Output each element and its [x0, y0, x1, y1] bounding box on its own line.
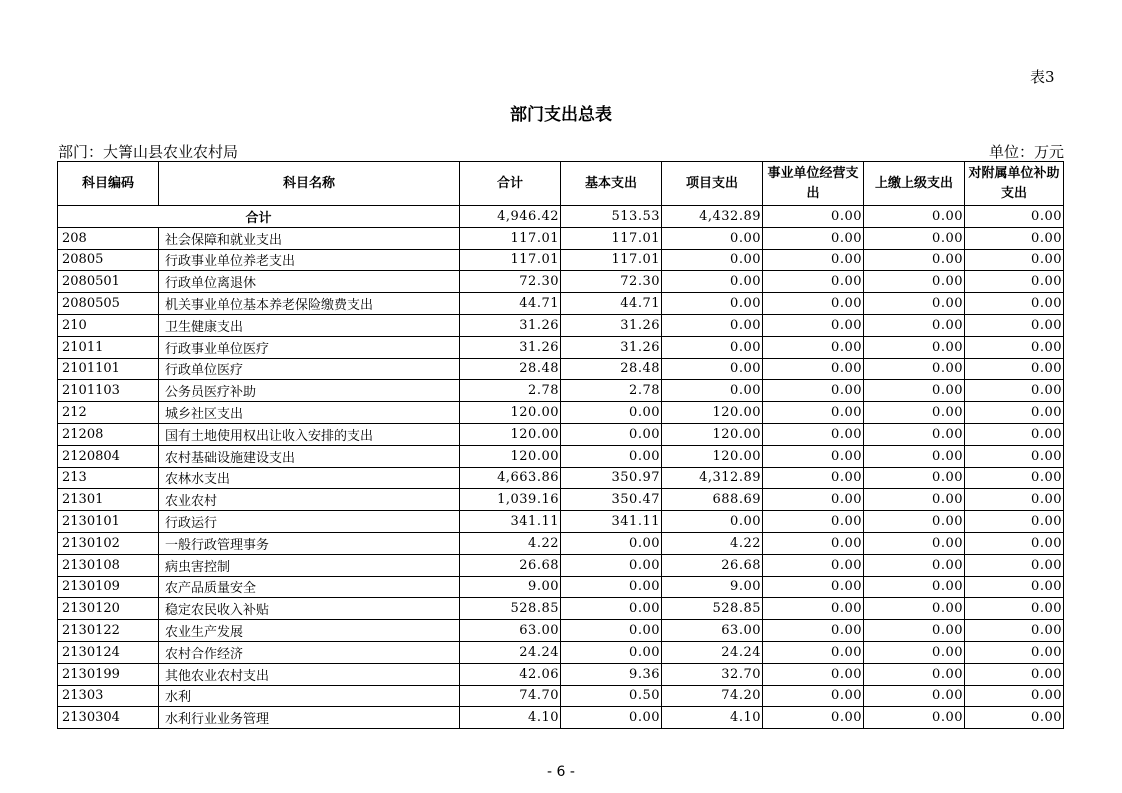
amount-cell: 4,312.89	[662, 467, 763, 489]
table-row	[58, 249, 1064, 271]
table-row	[58, 641, 1064, 663]
amount-cell: 0.00	[965, 445, 1064, 467]
subject-code-cell: 2130122	[58, 620, 159, 642]
expenditure-table	[57, 161, 1064, 729]
amount-cell: 528.85	[460, 598, 561, 620]
amount-cell: 0.00	[662, 358, 763, 380]
table-row	[58, 314, 1064, 336]
amount-cell: 9.00	[662, 576, 763, 598]
amount-cell: 0.00	[763, 402, 864, 424]
amount-cell: 31.26	[561, 336, 662, 358]
table-row	[58, 489, 1064, 511]
amount-cell: 63.00	[460, 620, 561, 642]
amount-cell: 0.00	[662, 227, 763, 249]
amount-cell: 0.00	[763, 663, 864, 685]
amount-cell: 0.00	[662, 293, 763, 315]
amount-cell: 0.00	[864, 402, 965, 424]
amount-cell: 0.00	[763, 293, 864, 315]
amount-cell: 9.00	[460, 576, 561, 598]
amount-cell: 0.00	[864, 554, 965, 576]
subject-code-cell: 208	[58, 227, 159, 249]
table-row	[58, 685, 1064, 707]
amount-cell: 72.30	[561, 271, 662, 293]
amount-cell: 117.01	[460, 227, 561, 249]
subject-name-cell: 病虫害控制	[159, 554, 460, 576]
column-header-superior: 上缴上级支出	[864, 162, 965, 206]
amount-cell: 0.00	[864, 445, 965, 467]
amount-cell: 0.00	[864, 314, 965, 336]
amount-cell: 0.00	[561, 707, 662, 729]
amount-cell: 0.00	[965, 598, 1064, 620]
amount-cell: 0.00	[864, 293, 965, 315]
column-header-code: 科目编码	[58, 162, 159, 206]
amount-cell: 120.00	[662, 423, 763, 445]
amount-cell: 0.00	[965, 511, 1064, 533]
table-row	[58, 293, 1064, 315]
total-row	[58, 206, 1064, 228]
amount-cell: 0.00	[662, 249, 763, 271]
amount-cell: 44.71	[460, 293, 561, 315]
amount-cell: 0.00	[965, 336, 1064, 358]
amount-cell: 0.00	[965, 271, 1064, 293]
subject-code-cell: 21303	[58, 685, 159, 707]
subject-name-cell: 农产品质量安全	[159, 576, 460, 598]
amount-cell: 0.00	[561, 423, 662, 445]
amount-cell: 0.00	[864, 532, 965, 554]
amount-cell: 32.70	[662, 663, 763, 685]
amount-cell: 120.00	[662, 402, 763, 424]
amount-cell: 0.00	[965, 358, 1064, 380]
amount-cell: 0.00	[864, 511, 965, 533]
subject-code-cell: 2101103	[58, 380, 159, 402]
amount-cell: 0.00	[864, 576, 965, 598]
table-row	[58, 336, 1064, 358]
table-row	[58, 598, 1064, 620]
amount-cell: 31.26	[460, 314, 561, 336]
amount-cell: 0.00	[965, 314, 1064, 336]
page-number: - 6 -	[547, 764, 575, 780]
subject-code-cell: 2130199	[58, 663, 159, 685]
header-row	[58, 162, 1064, 206]
amount-cell: 0.00	[965, 293, 1064, 315]
amount-cell: 0.00	[864, 685, 965, 707]
amount-cell: 24.24	[460, 641, 561, 663]
amount-cell: 0.00	[763, 641, 864, 663]
amount-cell: 0.00	[763, 554, 864, 576]
table-row	[58, 380, 1064, 402]
amount-cell: 0.00	[763, 532, 864, 554]
amount-cell: 42.06	[460, 663, 561, 685]
amount-cell: 4.22	[460, 532, 561, 554]
subject-name-cell: 城乡社区支出	[159, 402, 460, 424]
subject-code-cell: 21011	[58, 336, 159, 358]
amount-cell: 528.85	[662, 598, 763, 620]
amount-cell: 28.48	[460, 358, 561, 380]
amount-cell: 0.00	[965, 489, 1064, 511]
amount-cell: 117.01	[561, 227, 662, 249]
amount-cell: 4.10	[460, 707, 561, 729]
amount-cell: 0.00	[864, 271, 965, 293]
subject-name-cell: 一般行政管理事务	[159, 532, 460, 554]
amount-cell: 0.00	[965, 554, 1064, 576]
subject-name-cell: 社会保障和就业支出	[159, 227, 460, 249]
subject-code-cell: 21208	[58, 423, 159, 445]
amount-cell: 2.78	[460, 380, 561, 402]
amount-cell: 0.00	[864, 489, 965, 511]
amount-cell: 350.97	[561, 467, 662, 489]
amount-cell: 0.00	[763, 467, 864, 489]
total-value: 0.00	[763, 206, 864, 228]
amount-cell: 0.00	[864, 423, 965, 445]
amount-cell: 0.00	[662, 314, 763, 336]
subject-name-cell: 水利行业业务管理	[159, 707, 460, 729]
amount-cell: 0.00	[864, 598, 965, 620]
table-row	[58, 663, 1064, 685]
table-row	[58, 576, 1064, 598]
amount-cell: 63.00	[662, 620, 763, 642]
subject-name-cell: 行政事业单位医疗	[159, 336, 460, 358]
amount-cell: 0.00	[763, 271, 864, 293]
subject-name-cell: 农村合作经济	[159, 641, 460, 663]
table-row	[58, 620, 1064, 642]
amount-cell: 0.00	[763, 445, 864, 467]
subject-code-cell: 2130108	[58, 554, 159, 576]
subject-name-cell: 农业生产发展	[159, 620, 460, 642]
table-row	[58, 423, 1064, 445]
amount-cell: 688.69	[662, 489, 763, 511]
amount-cell: 0.00	[561, 641, 662, 663]
amount-cell: 24.24	[662, 641, 763, 663]
subject-code-cell: 2080505	[58, 293, 159, 315]
amount-cell: 0.00	[965, 423, 1064, 445]
amount-cell: 120.00	[460, 423, 561, 445]
amount-cell: 0.00	[763, 249, 864, 271]
subject-name-cell: 国有土地使用权出让收入安排的支出	[159, 423, 460, 445]
subject-name-cell: 稳定农民收入补贴	[159, 598, 460, 620]
amount-cell: 28.48	[561, 358, 662, 380]
amount-cell: 0.00	[561, 554, 662, 576]
subject-code-cell: 210	[58, 314, 159, 336]
total-value: 4,432.89	[662, 206, 763, 228]
subject-code-cell: 2130304	[58, 707, 159, 729]
amount-cell: 0.00	[864, 620, 965, 642]
amount-cell: 0.00	[965, 641, 1064, 663]
amount-cell: 0.00	[763, 423, 864, 445]
amount-cell: 0.00	[864, 336, 965, 358]
subject-name-cell: 机关事业单位基本养老保险缴费支出	[159, 293, 460, 315]
amount-cell: 0.00	[965, 227, 1064, 249]
subject-name-cell: 农林水支出	[159, 467, 460, 489]
amount-cell: 9.36	[561, 663, 662, 685]
amount-cell: 0.00	[763, 576, 864, 598]
amount-cell: 0.00	[965, 620, 1064, 642]
amount-cell: 44.71	[561, 293, 662, 315]
table-row	[58, 358, 1064, 380]
amount-cell: 0.00	[763, 707, 864, 729]
amount-cell: 0.00	[763, 314, 864, 336]
subject-code-cell: 21301	[58, 489, 159, 511]
amount-cell: 350.47	[561, 489, 662, 511]
unit-label: 单位：万元	[988, 143, 1064, 161]
amount-cell: 341.11	[460, 511, 561, 533]
amount-cell: 117.01	[460, 249, 561, 271]
amount-cell: 0.00	[662, 380, 763, 402]
subject-code-cell: 2130124	[58, 641, 159, 663]
subject-code-cell: 20805	[58, 249, 159, 271]
subject-code-cell: 2130120	[58, 598, 159, 620]
column-header-name: 科目名称	[159, 162, 460, 206]
amount-cell: 0.00	[763, 336, 864, 358]
amount-cell: 0.00	[965, 576, 1064, 598]
amount-cell: 4,663.86	[460, 467, 561, 489]
amount-cell: 0.00	[763, 227, 864, 249]
amount-cell: 0.00	[864, 227, 965, 249]
subject-code-cell: 2130102	[58, 532, 159, 554]
subject-name-cell: 其他农业农村支出	[159, 663, 460, 685]
amount-cell: 0.00	[561, 620, 662, 642]
column-header-subsidy: 对附属单位补助支出	[965, 162, 1064, 206]
amount-cell: 0.00	[864, 707, 965, 729]
amount-cell: 4.10	[662, 707, 763, 729]
amount-cell: 0.00	[965, 380, 1064, 402]
table-row	[58, 445, 1064, 467]
amount-cell: 72.30	[460, 271, 561, 293]
amount-cell: 0.50	[561, 685, 662, 707]
amount-cell: 0.00	[965, 532, 1064, 554]
amount-cell: 0.00	[763, 358, 864, 380]
amount-cell: 4.22	[662, 532, 763, 554]
subject-code-cell: 2101101	[58, 358, 159, 380]
subject-name-cell: 行政运行	[159, 511, 460, 533]
total-value: 0.00	[864, 206, 965, 228]
amount-cell: 341.11	[561, 511, 662, 533]
amount-cell: 120.00	[460, 402, 561, 424]
amount-cell: 0.00	[965, 685, 1064, 707]
amount-cell: 0.00	[662, 511, 763, 533]
column-header-total: 合计	[460, 162, 561, 206]
subject-code-cell: 213	[58, 467, 159, 489]
subject-name-cell: 卫生健康支出	[159, 314, 460, 336]
amount-cell: 0.00	[561, 402, 662, 424]
total-label: 合计	[58, 206, 460, 228]
table-row	[58, 402, 1064, 424]
column-header-business: 事业单位经营支出	[763, 162, 864, 206]
amount-cell: 74.70	[460, 685, 561, 707]
amount-cell: 0.00	[864, 641, 965, 663]
amount-cell: 120.00	[460, 445, 561, 467]
table-row	[58, 467, 1064, 489]
table-row	[58, 511, 1064, 533]
amount-cell: 0.00	[561, 598, 662, 620]
amount-cell: 0.00	[864, 663, 965, 685]
amount-cell: 0.00	[864, 467, 965, 489]
amount-cell: 0.00	[561, 445, 662, 467]
amount-cell: 0.00	[965, 402, 1064, 424]
subject-code-cell: 2130109	[58, 576, 159, 598]
table-number: 表3	[1030, 68, 1055, 86]
amount-cell: 74.20	[662, 685, 763, 707]
subject-code-cell: 2120804	[58, 445, 159, 467]
amount-cell: 0.00	[763, 620, 864, 642]
amount-cell: 0.00	[662, 271, 763, 293]
subject-name-cell: 水利	[159, 685, 460, 707]
table-row	[58, 227, 1064, 249]
page-title: 部门支出总表	[510, 105, 612, 125]
amount-cell: 1,039.16	[460, 489, 561, 511]
table-row	[58, 707, 1064, 729]
amount-cell: 0.00	[864, 380, 965, 402]
subject-name-cell: 行政事业单位养老支出	[159, 249, 460, 271]
amount-cell: 0.00	[965, 467, 1064, 489]
total-value: 0.00	[965, 206, 1064, 228]
amount-cell: 0.00	[763, 685, 864, 707]
subject-code-cell: 2080501	[58, 271, 159, 293]
subject-name-cell: 行政单位离退休	[159, 271, 460, 293]
table-row	[58, 554, 1064, 576]
amount-cell: 0.00	[763, 511, 864, 533]
amount-cell: 31.26	[561, 314, 662, 336]
subject-name-cell: 农业农村	[159, 489, 460, 511]
table-row	[58, 532, 1064, 554]
subject-name-cell: 公务员医疗补助	[159, 380, 460, 402]
amount-cell: 0.00	[561, 576, 662, 598]
subject-code-cell: 2130101	[58, 511, 159, 533]
amount-cell: 0.00	[864, 358, 965, 380]
amount-cell: 0.00	[763, 489, 864, 511]
amount-cell: 0.00	[662, 336, 763, 358]
subject-code-cell: 212	[58, 402, 159, 424]
amount-cell: 117.01	[561, 249, 662, 271]
amount-cell: 2.78	[561, 380, 662, 402]
amount-cell: 0.00	[561, 532, 662, 554]
amount-cell: 0.00	[965, 707, 1064, 729]
total-value: 4,946.42	[460, 206, 561, 228]
amount-cell: 0.00	[763, 380, 864, 402]
amount-cell: 0.00	[763, 598, 864, 620]
total-value: 513.53	[561, 206, 662, 228]
column-header-basic: 基本支出	[561, 162, 662, 206]
table-row	[58, 271, 1064, 293]
department-label: 部门：大箐山县农业农村局	[58, 143, 239, 161]
amount-cell: 0.00	[864, 249, 965, 271]
amount-cell: 26.68	[460, 554, 561, 576]
amount-cell: 26.68	[662, 554, 763, 576]
subject-name-cell: 行政单位医疗	[159, 358, 460, 380]
amount-cell: 120.00	[662, 445, 763, 467]
amount-cell: 0.00	[965, 249, 1064, 271]
amount-cell: 31.26	[460, 336, 561, 358]
column-header-project: 项目支出	[662, 162, 763, 206]
amount-cell: 0.00	[965, 663, 1064, 685]
subject-name-cell: 农村基础设施建设支出	[159, 445, 460, 467]
